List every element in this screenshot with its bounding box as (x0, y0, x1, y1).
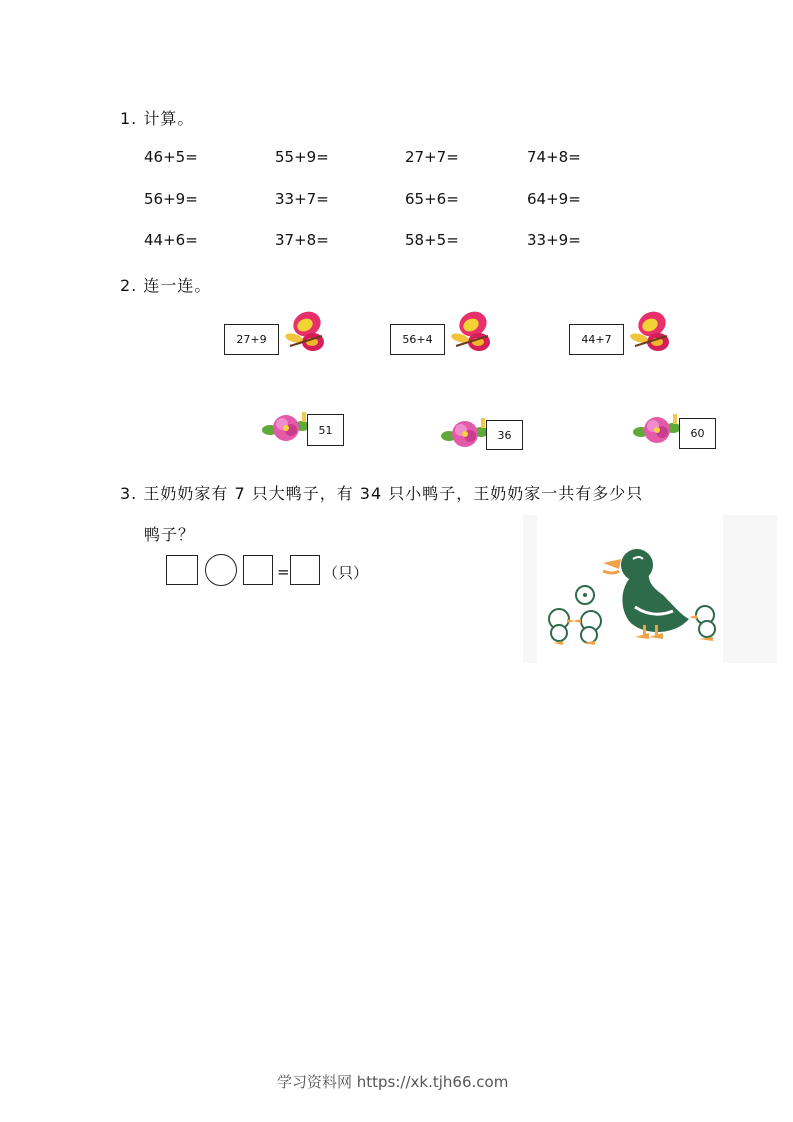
calc-item: 33+7= (275, 190, 329, 208)
question-2-title: 2. 连一连。 (120, 276, 212, 295)
blank-number-box[interactable] (166, 555, 198, 585)
answer-box: 36 (486, 420, 523, 450)
calc-item: 65+6= (405, 190, 459, 208)
expression-box: 44+7 (569, 324, 624, 355)
calc-item: 33+9= (527, 231, 581, 249)
calc-item: 58+5= (405, 231, 459, 249)
blank-answer-box[interactable] (290, 555, 320, 585)
calc-item: 64+9= (527, 190, 581, 208)
calc-item: 27+7= (405, 148, 459, 166)
flower-icon (441, 416, 491, 450)
calc-item: 55+9= (275, 148, 329, 166)
butterfly-icon (627, 308, 673, 358)
operator-circle[interactable] (205, 554, 237, 586)
calc-item: 74+8= (527, 148, 581, 166)
unit-label: （只） (323, 564, 369, 582)
question-3-title: 3. 王奶奶家有 7 只大鸭子，有 34 只小鸭子，王奶奶家一共有多少只 (120, 484, 644, 503)
calc-item: 37+8= (275, 231, 329, 249)
calc-item: 44+6= (144, 231, 198, 249)
equals-sign: = (277, 563, 290, 581)
butterfly-icon (448, 308, 494, 358)
butterfly-icon (282, 308, 328, 358)
flower-icon (262, 410, 312, 444)
answer-box: 60 (679, 418, 716, 449)
question-1-title: 1. 计算。 (120, 109, 195, 128)
blank-number-box[interactable] (243, 555, 273, 585)
expression-box: 56+4 (390, 324, 445, 355)
question-3-title-continuation: 鸭子？ (144, 525, 196, 544)
calc-item: 56+9= (144, 190, 198, 208)
answer-box: 51 (307, 414, 344, 446)
duck-family-illustration (523, 515, 777, 663)
footer-source: 学习资料网 https://xk.tjh66.com (277, 1073, 509, 1091)
calc-item: 46+5= (144, 148, 198, 166)
flower-icon (633, 412, 683, 446)
expression-box: 27+9 (224, 324, 279, 355)
